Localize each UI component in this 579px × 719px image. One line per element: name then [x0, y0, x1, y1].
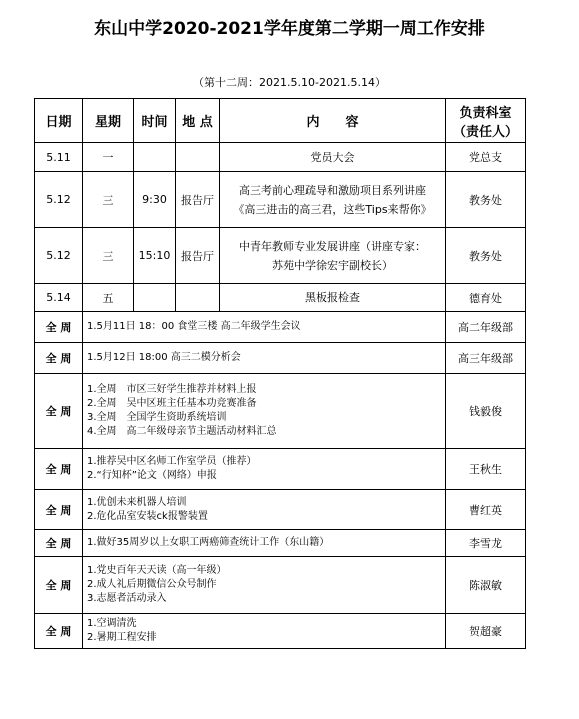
item-line: 2.“行知杯”论文（网络）申报 [87, 470, 217, 481]
cell-items [83, 374, 446, 449]
header-owner-line1: 负责科室 [459, 105, 512, 121]
cell-location [176, 143, 220, 172]
header-owner [446, 99, 526, 143]
table-header-row [35, 99, 526, 143]
item-line: 2.全周 吴中区班主任基本功竞赛准备 [87, 398, 257, 409]
cell-weekday: 三 [83, 228, 134, 284]
item-line: 1.空调清洗 [87, 618, 137, 629]
schedule-table [34, 98, 526, 649]
item-line: 2.危化品室安装ck报警装置 [87, 510, 208, 522]
table-row [35, 172, 526, 228]
cell-owner: 曹红英 [446, 490, 526, 530]
cell-owner: 钱毅俊 [446, 374, 526, 449]
cell-time: 9:30 [134, 172, 176, 228]
cell-owner: 陈淑敏 [446, 557, 526, 614]
content-line: 黑板报检查 [305, 291, 360, 304]
item-line: 1.党史百年天天读（高一年级） [87, 565, 227, 576]
weekly-row [35, 614, 526, 649]
cell-owner: 王秋生 [446, 449, 526, 490]
cell-items [83, 490, 446, 530]
document-title: 东山中学2020-2021学年度第二学期一周工作安排 [94, 19, 485, 39]
cell-date: 5.11 [35, 143, 83, 172]
item-line: 3.志愿者活动录入 [87, 593, 167, 604]
cell-owner: 高三年级部 [446, 343, 526, 374]
cell-items [83, 343, 446, 374]
cell-weekday: 五 [83, 284, 134, 312]
header-date: 日期 [35, 99, 83, 143]
item-line: 4.全周 高二年级母亲节主题活动材料汇总 [87, 426, 277, 437]
cell-location [176, 284, 220, 312]
cell-date: 全 周 [35, 490, 83, 530]
table-row [35, 284, 526, 312]
cell-owner: 教务处 [446, 172, 526, 228]
cell-owner: 李雪龙 [446, 530, 526, 557]
cell-items [83, 557, 446, 614]
document-subtitle: （第十二周：2021.5.10-2021.5.14） [193, 76, 386, 89]
cell-items [83, 530, 446, 557]
table-row [35, 143, 526, 172]
cell-content [220, 143, 446, 172]
cell-date: 全 周 [35, 530, 83, 557]
weekly-row [35, 312, 526, 343]
item-line: 2.暑期工程安排 [87, 632, 157, 643]
cell-content [220, 228, 446, 284]
content-line: 中青年教师专业发展讲座（讲座专家： [239, 239, 426, 253]
cell-owner: 党总支 [446, 143, 526, 172]
item-line: 1.全周 市区三好学生推荐并材料上报 [87, 384, 257, 395]
cell-date: 5.12 [35, 172, 83, 228]
cell-date: 5.12 [35, 228, 83, 284]
cell-items [83, 312, 446, 343]
cell-location: 报告厅 [176, 228, 220, 284]
weekly-row [35, 530, 526, 557]
header-owner-line2: （责任人） [452, 124, 518, 140]
weekly-row [35, 343, 526, 374]
weekly-row [35, 449, 526, 490]
weekly-row [35, 374, 526, 449]
cell-date: 5.14 [35, 284, 83, 312]
cell-weekday: 三 [83, 172, 134, 228]
cell-owner: 德育处 [446, 284, 526, 312]
content-line: 高三考前心理疏导和激励项目系列讲座 [239, 183, 426, 197]
header-time: 时间 [134, 99, 176, 143]
item-line: 1.做好35周岁以上女职工两癌筛查统计工作（东山籍） [87, 537, 330, 548]
cell-date: 全 周 [35, 557, 83, 614]
content-line: 《高三进击的高三君，这些Tips来帮你》 [233, 202, 432, 216]
cell-owner: 贺超豪 [446, 614, 526, 649]
weekly-row [35, 557, 526, 614]
item-line: 1.推荐吴中区名师工作室学员（推荐） [87, 456, 257, 467]
table-row [35, 228, 526, 284]
cell-content [220, 172, 446, 228]
header-location: 地 点 [176, 99, 220, 143]
cell-time [134, 284, 176, 312]
item-line: 1.5月12日 18:00 高三二模分析会 [87, 352, 241, 363]
content-line: 党员大会 [310, 150, 355, 164]
cell-items [83, 449, 446, 490]
cell-date: 全 周 [35, 449, 83, 490]
cell-time: 15:10 [134, 228, 176, 284]
weekly-row [35, 490, 526, 530]
item-line: 2.成人礼后期微信公众号制作 [87, 579, 217, 590]
cell-owner: 高二年级部 [446, 312, 526, 343]
cell-date: 全 周 [35, 312, 83, 343]
cell-items [83, 614, 446, 649]
cell-date: 全 周 [35, 343, 83, 374]
cell-date: 全 周 [35, 614, 83, 649]
cell-content [220, 284, 446, 312]
cell-date: 全 周 [35, 374, 83, 449]
item-line: 3.全周 全国学生资助系统培训 [87, 412, 227, 423]
header-weekday: 星期 [83, 99, 134, 143]
cell-owner: 教务处 [446, 228, 526, 284]
item-line: 1.5月11日 18：00 食堂三楼 高二年级学生会议 [87, 321, 301, 332]
header-content: 内 容 [220, 99, 446, 143]
cell-time [134, 143, 176, 172]
content-line: 苏苑中学徐宏宇副校长） [272, 258, 393, 272]
cell-location: 报告厅 [176, 172, 220, 228]
item-line: 1.优创未来机器人培训 [87, 496, 187, 508]
cell-weekday: 一 [83, 143, 134, 172]
